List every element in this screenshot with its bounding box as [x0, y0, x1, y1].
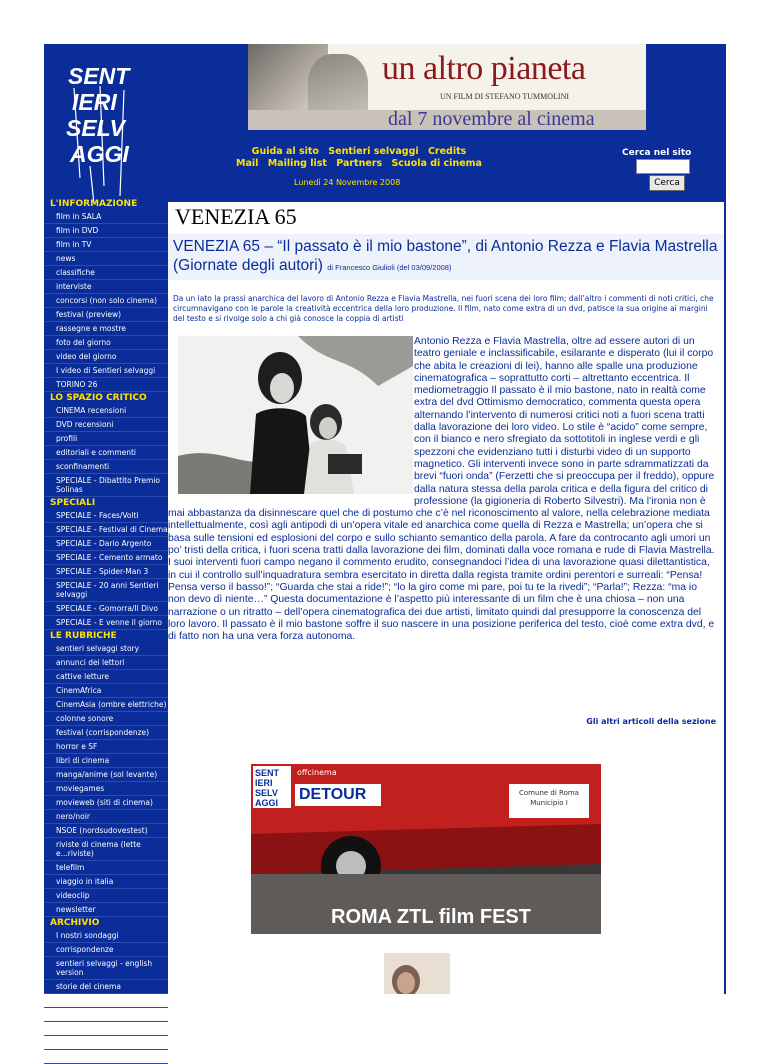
svg-text:IERI: IERI [255, 778, 273, 788]
sidebar-item[interactable]: profili [44, 432, 168, 446]
sidebar-item[interactable]: interviste [44, 280, 168, 294]
ad-detour-label: DETOUR [299, 786, 367, 803]
sidebar-item[interactable]: SPECIALE - Dibattito Premio Solinas [44, 474, 168, 497]
sidebar-item[interactable]: I nostri sondaggi [44, 929, 168, 943]
sidebar-item[interactable]: classifiche [44, 266, 168, 280]
nav-mail[interactable]: Mail [236, 158, 259, 169]
sidebar-item[interactable]: SPECIALE - Gomorra/Il Divo [44, 602, 168, 616]
svg-text:SENT: SENT [255, 768, 280, 778]
svg-text:AGGI: AGGI [70, 141, 129, 167]
secondary-banner-ad[interactable] [384, 953, 450, 994]
sidebar-item[interactable]: foto del giorno [44, 336, 168, 350]
sidebar-item[interactable]: sconfinamenti [44, 460, 168, 474]
banner-title: un altro pianeta [382, 50, 586, 87]
sidebar-item[interactable]: movieweb (siti di cinema) [44, 796, 168, 810]
article-abstract: Da un lato la prassi anarchica del lavoro di Antonio Rezza e Flavia Mastrella, nei fuori scena dei loro film; dall’altro i commenti di noti critici, che circumnavigano con le parole la creatività eccentrica della loro produzione. Il film, nato come extra di un dvd, patisce la sua origine ai margini del testo e si rivolge solo a chi già conosce la coppia di artisti [173, 294, 714, 323]
sidebar-item[interactable]: videoclip [44, 889, 168, 903]
sidebar-item[interactable]: GERMANIA 2006 [44, 994, 168, 1008]
sidebar-item[interactable]: festival (corrispondenze) [44, 726, 168, 740]
banner-subtitle: UN FILM DI STEFANO TUMMOLINI [440, 92, 570, 101]
search-input[interactable] [636, 159, 690, 174]
sidebar-item[interactable]: video del giorno [44, 350, 168, 364]
sidebar-item[interactable]: Asian Film Festival 2006 [44, 1022, 168, 1036]
nav-credits[interactable]: Credits [427, 146, 467, 157]
sidebar-item[interactable]: libri di cinema [44, 754, 168, 768]
sidebar-item[interactable]: SPECIALE - 20 anni Sentieri selvaggi [44, 579, 168, 602]
sidebar-section-title: SPECIALI [50, 498, 96, 508]
article-title-text: VENEZIA 65 – “Il passato è il mio bastone”, di Antonio Rezza e Flavia Mastrella (Giornate degli autori) [173, 238, 718, 274]
sidebar-item[interactable]: newsletter [44, 903, 168, 917]
sidebar-item[interactable]: SPECIALE - E venne il giorno [44, 616, 168, 630]
sidebar [44, 198, 168, 1064]
nav-scuola-di-cinema[interactable]: Scuola di cinema [391, 158, 482, 169]
sidebar-item[interactable]: colonne sonore [44, 712, 168, 726]
sidebar-item[interactable]: sentieri selvaggi - english version [44, 957, 168, 980]
sidebar-item[interactable]: DVD recensioni [44, 418, 168, 432]
sidebar-item[interactable]: editoriali e commenti [44, 446, 168, 460]
roma-ztl-film-fest-ad[interactable] [251, 764, 601, 934]
banner-date: dal 7 novembre al cinema [388, 108, 595, 130]
sidebar-item[interactable]: CINEMA recensioni [44, 404, 168, 418]
sidebar-item[interactable]: horror e SF [44, 740, 168, 754]
ad-festival-title: ROMA ZTL film FEST [331, 906, 531, 928]
sidebar-item[interactable]: corrispondenze [44, 943, 168, 957]
main-content [168, 202, 724, 994]
sidebar-item[interactable]: viaggio in italia [44, 875, 168, 889]
article-photo [178, 336, 413, 494]
sidebar-item[interactable]: SPECIALE - Faces/Volti [44, 509, 168, 523]
sidebar-item[interactable]: riviste di cinema (lette e...riviste) [44, 838, 168, 861]
nav-guida[interactable]: Guida al sito [251, 146, 319, 157]
current-date: Lunedì 24 Novembre 2008 [294, 178, 401, 187]
sidebar-item[interactable]: concorsi (non solo cinema) [44, 294, 168, 308]
sidebar-item[interactable]: film in SALA [44, 210, 168, 224]
article-body-text: Antonio Rezza e Flavia Mastrella, oltre ad essere autori di un teatro geniale e inclassificabile, esilarante e disperato (lui il corpo che abita le creazioni di lei), hanno alle spalle una produzione cinematografica – soprattutto corti – altrettanto eccentrica. Il mediometraggio Il passato è il mio bastone, nato in realtà come extra del dvd Ottimismo democratico, commenta questa opera alternando l’intervento di numerosi critici noti a fuori scena tratti dalla lavorazione dei loro video. Lo stile è “acido” come sempre, con il bianco e nero sfregiato da sottotitoli in inglese verdi e gli spezzoni che evidenziano tutti i disturbi video di un supporto magnetico. Gli interventi invece sono in parte sdrammatizzati da brevi “fuori onda” (Ferzetti che si preoccupa per il freddo), oppure dalla natura stessa della parola critica e della figura del critico di professione (la gigioneria di Roberto Silvestri). Ma l’ironia non è mai abbastanza da disinnescare quel che di postumo che c’è nel riconoscimento al valore, nella celebrazione mediata intellettualmente, così agli antipodi di un’opera vitale ed anarchica come quella di Rezza e Mastrella; un’opera che si basa sulle tensioni ed esplosioni del corpo e sullo schianto semantico della parola. A fare da controcanto agli umori un po’ tristi della critica, i fuori scena tratti dalla lavorazione dei film, dominati dalla voce romana e rude di Flavia Mastrella. I suoi interventi fuori campo negano il commento erudito, consegnandoci l’idea di una lavorazione quasi dilettantistica, in cui il controllo sull’inquadratura sembra esercitato in diretta dalla regista tramite ordini perentori e surreali: “Pensa! Pensa verso il basso!”; “Guarda che stai a ride!”; “lo la giro come mi pare, poi tu te la rivedi”; “Parla!”; Rezza: “ma io non devo dì niente…” Questa documentazione è l’aspetto più interessante di un film che è una chiosa – non una narrazione o un ritratto – dell’opera cinematografica dei due artisti, limitato quindi dal presupporre la conoscenza del loro lavoro. Il passato è il mio bastone soffre il suo nascere in una posizione periferica del testo, cioè come extra dvd, e di fatto non ha una vera forza autonoma. [168, 336, 715, 643]
sidebar-section-title: L'INFORMAZIONE [50, 199, 138, 209]
sidebar-item[interactable]: annunci dei lettori [44, 656, 168, 670]
sidebar-item[interactable]: film in TV [44, 238, 168, 252]
article-byline: di Francesco Giulioli (del 03/09/2008) [327, 263, 452, 272]
sidebar-item[interactable]: SPECIALE - Cemento armato [44, 551, 168, 565]
sidebar-item[interactable]: cattive letture [44, 670, 168, 684]
sidebar-item[interactable]: storie del cinema [44, 980, 168, 994]
sidebar-item[interactable]: telefilm [44, 861, 168, 875]
nav-mailing-list[interactable]: Mailing list [267, 158, 327, 169]
sidebar-item[interactable]: Archivio Venezia [44, 1050, 168, 1064]
sidebar-section-title: LE RUBRICHE [50, 631, 117, 641]
svg-text:SELV: SELV [255, 788, 278, 798]
article-title [173, 237, 718, 277]
sidebar-item[interactable]: Asian Film Festival 2007 [44, 1036, 168, 1050]
top-navigation [224, 146, 494, 170]
comune-di-roma-logo: Comune di Roma Municipio I [509, 784, 589, 818]
sidebar-item[interactable]: nero/noir [44, 810, 168, 824]
sidebar-item[interactable]: manga/anime (sol levante) [44, 768, 168, 782]
sidebar-item[interactable]: film in DVD [44, 224, 168, 238]
sidebar-item[interactable]: news [44, 252, 168, 266]
sidebar-item[interactable]: TORINO 26 [44, 378, 168, 392]
sidebar-item[interactable]: SPECIALE - Dario Argento [44, 537, 168, 551]
sidebar-item[interactable]: NSOE (nordsudovestest) [44, 824, 168, 838]
sidebar-item[interactable]: festival (preview) [44, 308, 168, 322]
sidebar-item[interactable]: I video di Sentieri selvaggi [44, 364, 168, 378]
sidebar-item[interactable]: SPECIALE - Spider-Man 3 [44, 565, 168, 579]
sidebar-item[interactable]: BERLINALE 57 [44, 1008, 168, 1022]
sidebar-item[interactable]: rassegne e mostre [44, 322, 168, 336]
other-articles-link[interactable]: Gli altri articoli della sezione [586, 717, 716, 726]
search-button[interactable]: Cerca [649, 175, 685, 191]
ad-offcinema-label: offcinema [297, 768, 337, 777]
sidebar-section-title: LO SPAZIO CRITICO [50, 393, 147, 403]
svg-text:IERI: IERI [72, 89, 117, 115]
sidebar-item[interactable]: CinemAfrica [44, 684, 168, 698]
svg-text:AGGI: AGGI [255, 798, 279, 808]
sentieri-selvaggi-logo[interactable] [60, 58, 165, 208]
nav-sentieri-selvaggi[interactable]: Sentieri selvaggi [328, 146, 419, 157]
page-frame [44, 44, 726, 1061]
svg-text:SELV: SELV [66, 115, 125, 141]
sidebar-item[interactable]: moviegames [44, 782, 168, 796]
sidebar-item[interactable]: sentieri selvaggi story [44, 642, 168, 656]
sidebar-item[interactable]: CinemAsia (ombre elettriche) [44, 698, 168, 712]
banner-date-strip [248, 110, 646, 130]
svg-text:SENT: SENT [68, 63, 130, 89]
nav-partners[interactable]: Partners [336, 158, 383, 169]
sidebar-section-title: ARCHIVIO [50, 918, 100, 928]
sidebar-item[interactable]: SPECIALE - Festival di Cinema [44, 523, 168, 537]
section-title: VENEZIA 65 [175, 204, 297, 229]
search-label: Cerca nel sito [622, 148, 692, 158]
